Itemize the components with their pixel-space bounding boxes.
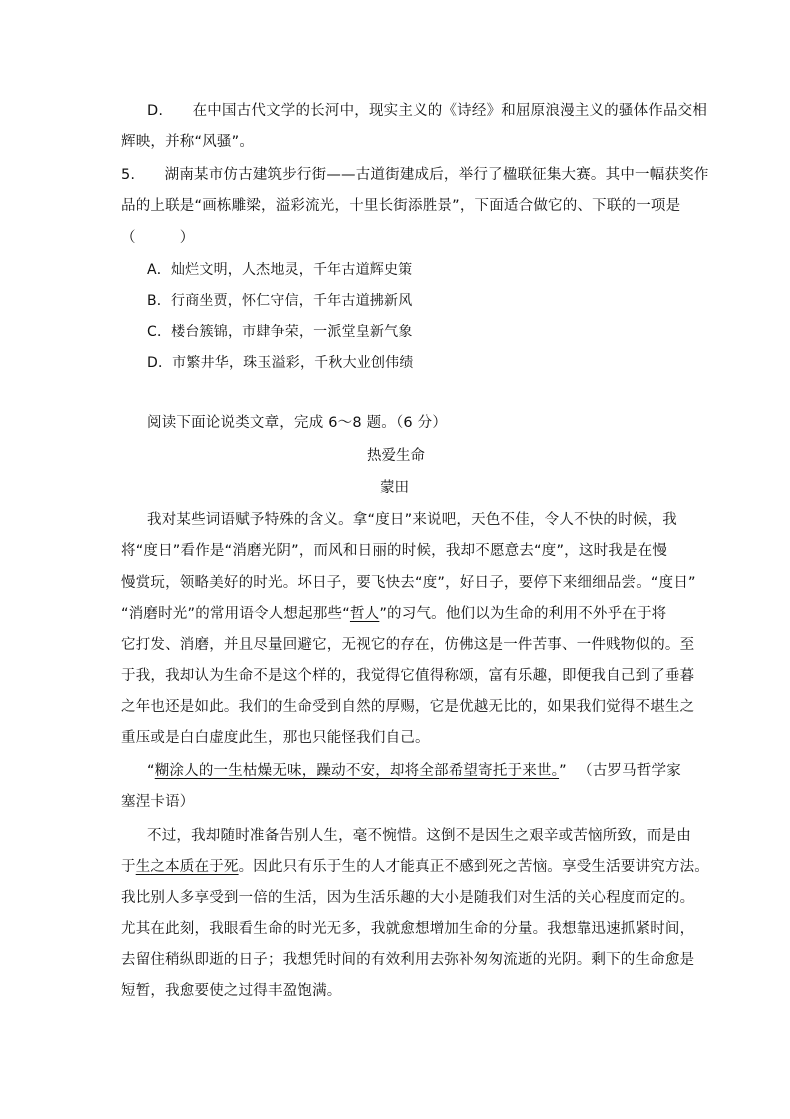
q5-stem-line3: （ ） bbox=[121, 230, 195, 246]
q5-option-d: D．市繁井华，珠玉溢彩，千秋大业创伟绩 bbox=[147, 355, 414, 371]
p1-line6: 于我，我却认为生命不是这个样的，我觉得它值得称颂，富有乐趣，即便我自己到了垂暮 bbox=[121, 668, 695, 684]
quote-line bbox=[147, 761, 567, 781]
p2-line6: 短暂，我愈要使之过得丰盈饱满。 bbox=[121, 983, 342, 999]
q4-option-d-line2: 辉映，并称“风骚”。 bbox=[121, 134, 255, 150]
p1-line5: 它打发、消磨，并且尽量回避它，无视它的存在，仿佛这是一件苦事、一件贱物似的。至 bbox=[121, 637, 695, 653]
underlined-zheren: 哲人 bbox=[349, 606, 380, 622]
quote-close-mark: ” bbox=[559, 763, 567, 779]
p1-line4-start: “消磨时光”的常用语令人想起那些“ bbox=[121, 606, 350, 622]
q5-option-a: A．灿烂文明，人杰地灵，千年古道辉史策 bbox=[147, 262, 413, 278]
article-author: 蒙田 bbox=[380, 480, 409, 496]
reading-intro: 阅读下面论说类文章，完成 6～8 题。（6 分） bbox=[147, 415, 448, 431]
p2-line5: 去留住稍纵即逝的日子；我想凭时间的有效利用去弥补匆匆流逝的光阴。剩下的生命愈是 bbox=[121, 952, 695, 968]
p1-line4 bbox=[121, 604, 666, 624]
p2-line2 bbox=[121, 857, 709, 877]
underlined-quote: 糊涂人的一生枯燥无味，躁动不安，却将全部希望寄托于来世。 bbox=[154, 763, 560, 779]
quote-source-line2: 塞涅卡语） bbox=[121, 794, 195, 810]
article-title: 热爱生命 bbox=[367, 448, 425, 464]
underlined-essence: 生之本质在于死 bbox=[135, 859, 239, 875]
p1-line1: 我对某些词语赋予特殊的含义。拿“度日”来说吧，天色不佳，令人不快的时候，我 bbox=[147, 512, 677, 528]
p1-line8: 重压或是白白虚度此生，那也只能怪我们自己。 bbox=[121, 730, 430, 746]
p2-line2-end: 。因此只有乐于生的人才能真正不感到死之苦恼。享受生活要讲究方法。 bbox=[238, 859, 710, 875]
q4-option-d-line1: D. 在中国古代文学的长河中，现实主义的《诗经》和屈原浪漫主义的骚体作品交相 bbox=[147, 103, 708, 119]
p1-line4-end: ”的习气。他们以为生命的利用不外乎在于将 bbox=[379, 606, 667, 622]
p2-line1: 不过，我却随时准备告别人生，毫不惋惜。这倒不是因生之艰辛或苦恼所致，而是由 bbox=[147, 828, 691, 844]
p2-line4: 尤其在此刻，我眼看生命的时光无多，我就愈想增加生命的分量。我想靠迅速抓紧时间， bbox=[121, 921, 695, 937]
q5-option-c: C．楼台簇锦，市肆争荣，一派堂皇新气象 bbox=[147, 324, 413, 340]
q5-stem-line2: 品的上联是“画栋雕梁，溢彩流光，十里长街添胜景”，下面适合做它的、下联的一项是 bbox=[121, 198, 681, 214]
q5-stem-line1: 5. 湖南某市仿古建筑步行街——古道街建成后，举行了楹联征集大赛。其中一幅获奖作 bbox=[121, 167, 709, 183]
quote-open-mark: “ bbox=[147, 763, 155, 779]
p2-line2-start: 于 bbox=[121, 859, 136, 875]
p1-line3: 慢赏玩，领略美好的时光。坏日子，要飞快去“度”，好日子，要停下来细细品尝。“度日” bbox=[121, 575, 696, 591]
q5-option-b: B．行商坐贾，怀仁守信，千年古道拂新风 bbox=[147, 293, 413, 309]
quote-source: （古罗马哲学家 bbox=[578, 763, 681, 779]
p2-line3: 我比别人多享受到一倍的生活，因为生活乐趣的大小是随我们对生活的关心程度而定的。 bbox=[121, 890, 695, 906]
p1-line2: 将“度日”看作是“消磨光阴”，而风和日丽的时候，我却不愿意去“度”，这时我是在慢 bbox=[121, 543, 668, 559]
p1-line7: 之年也还是如此。我们的生命受到自然的厚赐，它是优越无比的，如果我们觉得不堪生之 bbox=[121, 699, 695, 715]
